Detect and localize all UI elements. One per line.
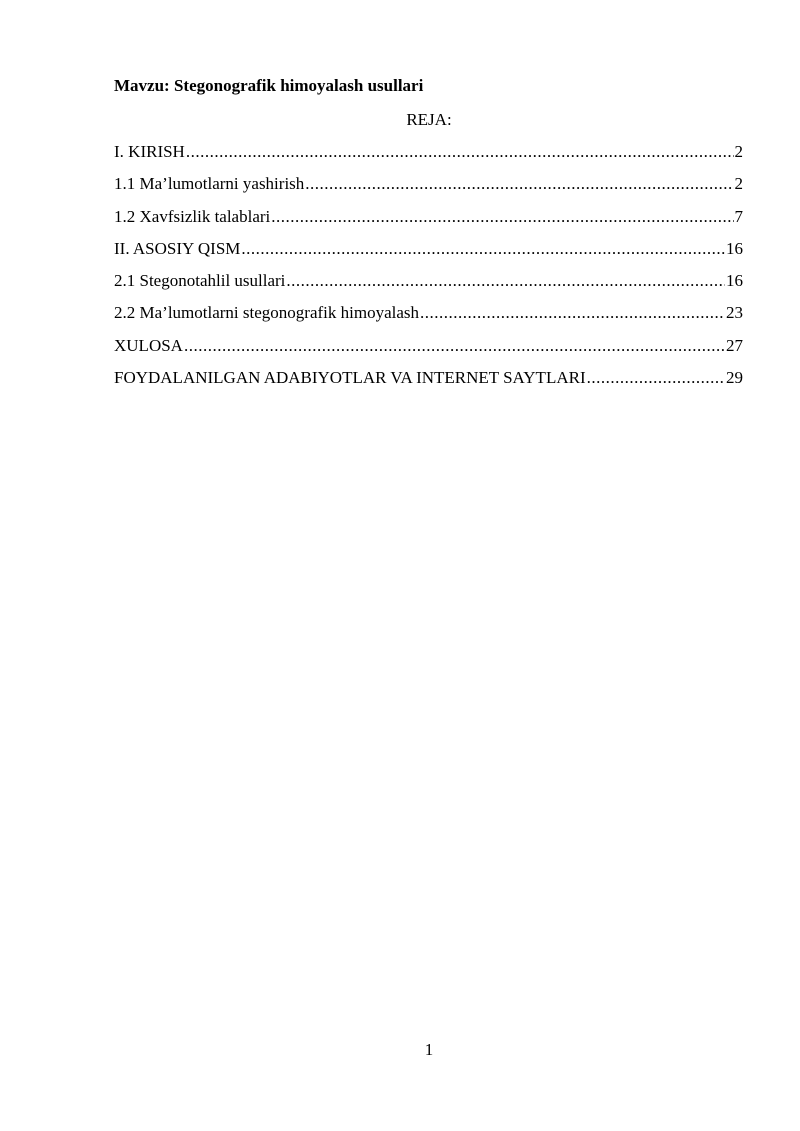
page-number: 1 — [424, 1040, 434, 1059]
toc-leader-dots — [186, 140, 734, 164]
toc-leader-dots — [271, 205, 733, 229]
toc-entry-page: 2 — [734, 142, 743, 161]
toc-leader-dots — [184, 334, 725, 358]
toc-entry — [114, 140, 743, 172]
toc-entry-title: 1.2 Xavfsizlik talablari — [114, 206, 271, 226]
toc-entry — [114, 269, 743, 301]
toc-entry-page: 7 — [734, 206, 743, 226]
toc-leader-dots — [286, 269, 725, 293]
toc-entry-title: 2.2 Ma’lumotlarni stegonografik himoyalash — [114, 303, 419, 323]
toc-entry-title: XULOSA — [114, 335, 183, 355]
toc-entry-title: 1.1 Ma’lumotlarni yashirish — [114, 174, 305, 194]
toc-entry — [114, 366, 743, 398]
toc-entry-title: II. ASOSIY QISM — [114, 238, 241, 258]
toc-leader-dots — [587, 366, 725, 390]
toc-leader-dots — [420, 301, 725, 325]
toc-entry-title: I. KIRISH — [114, 142, 185, 161]
toc-entry — [114, 237, 743, 269]
plan-heading: REJA: — [406, 110, 452, 129]
toc-leader-dots — [305, 172, 733, 196]
toc-entry — [114, 172, 743, 204]
toc-entry-title: FOYDALANILGAN ADABIYOTLAR VA INTERNET SAYTLARI — [114, 368, 586, 388]
toc-entry-title: 2.1 Stegonotahlil usullari — [114, 271, 286, 291]
toc-entry-page: 29 — [726, 368, 743, 388]
toc-entry-page: 2 — [734, 174, 743, 194]
toc-entry-page: 16 — [726, 238, 743, 258]
toc-entry-page: 16 — [726, 271, 743, 291]
toc-entry — [114, 205, 743, 237]
table-of-contents — [114, 140, 743, 398]
toc-leader-dots — [241, 237, 725, 261]
toc-entry-page: 27 — [726, 335, 743, 355]
toc-entry-page: 23 — [726, 303, 743, 323]
toc-entry — [114, 301, 743, 333]
toc-entry — [114, 334, 743, 366]
document-topic: Mavzu: Stegonografik himoyalash usullari — [114, 76, 424, 95]
